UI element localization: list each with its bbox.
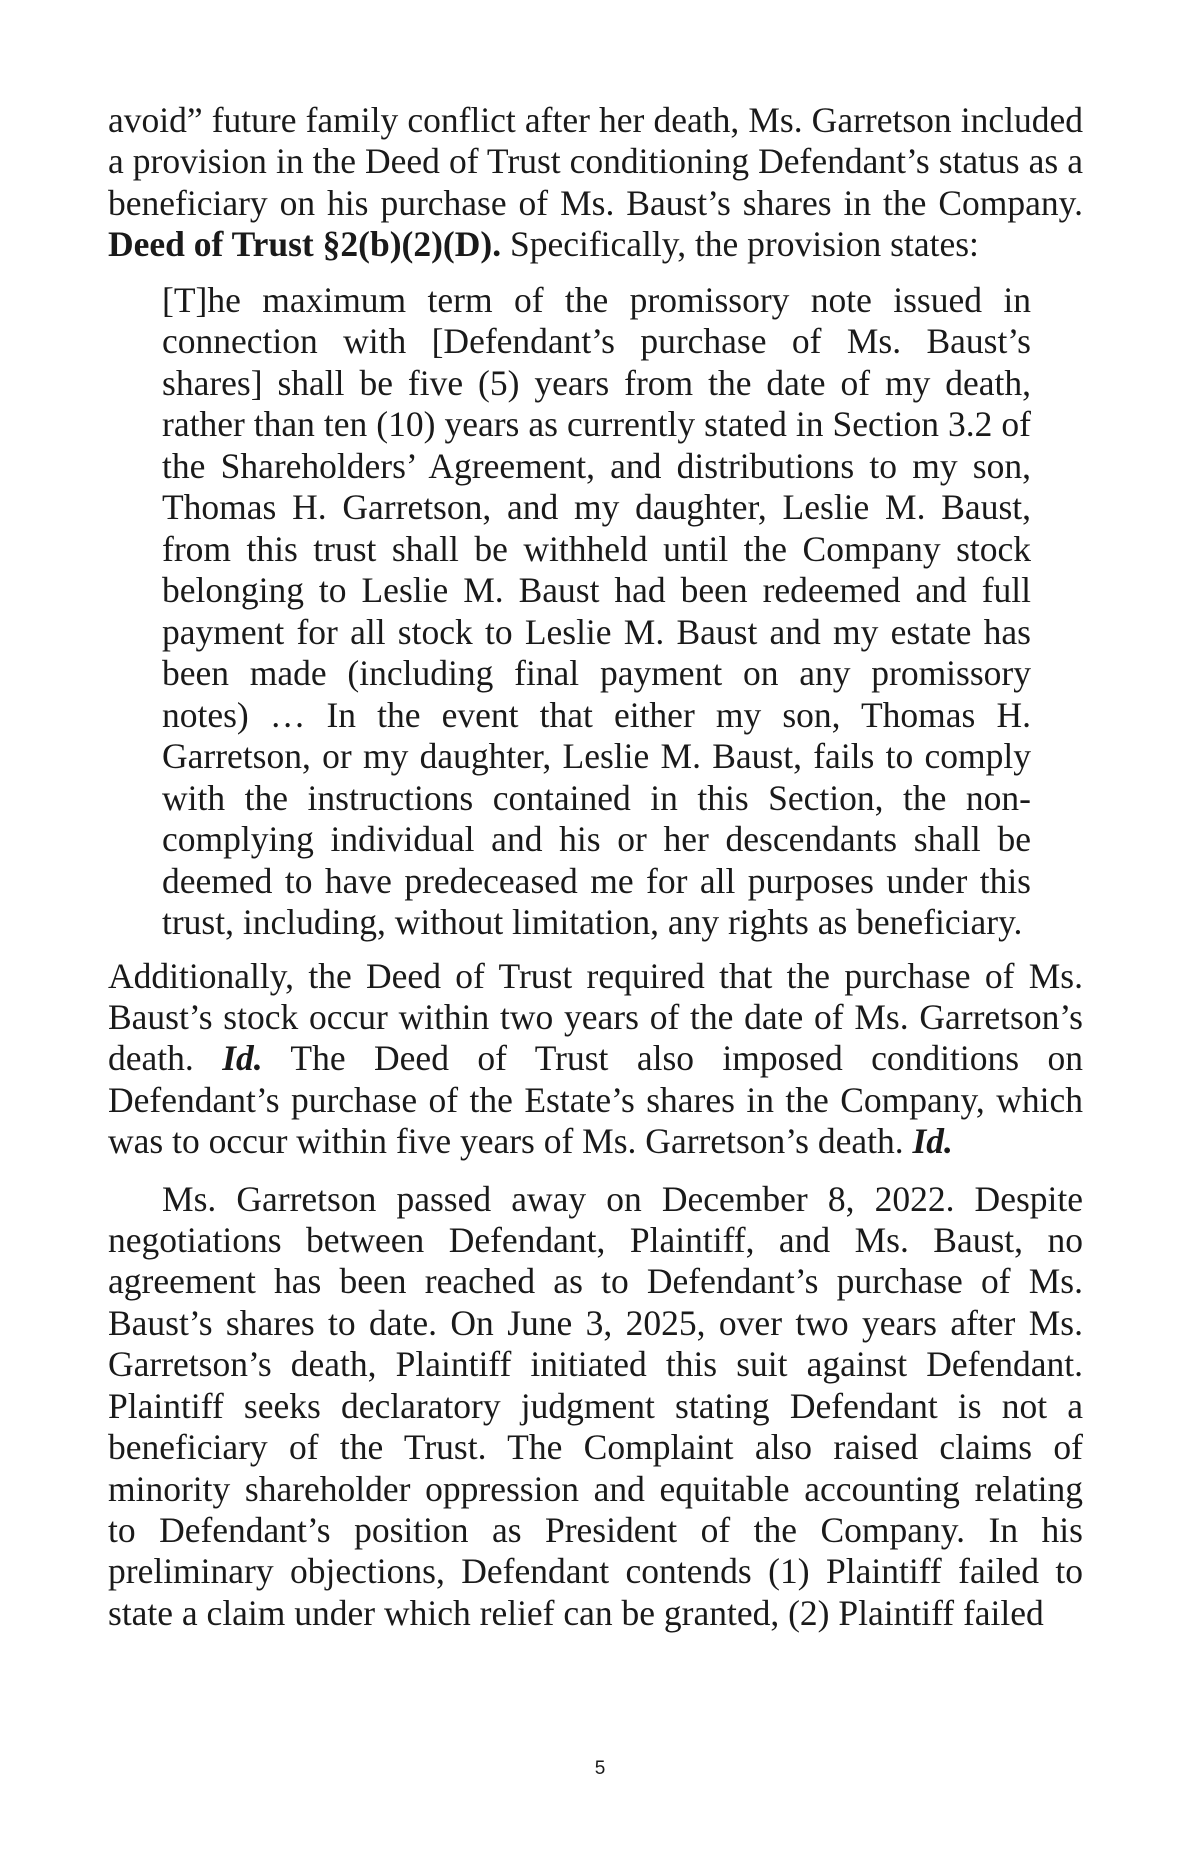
paragraph-text: Additionally, the Deed of Trust required that the purchase of Ms. Baust’s stock occur within two years of the date of Ms. Garretson’s death. [108,955,1083,1079]
deed-citation: Deed of Trust §2(b)(2)(D). [108,224,502,265]
paragraph-additionally [108,956,1083,1163]
document-page [108,100,1083,1634]
block-quote: [T]he maximum term of the promissory note issued in connection with [Defendant’s purchase of Ms. Baust’s shares] shall be five (5) years from the date of my death, rather than ten (10) years as currently stated in Section 3.2 of the Shareholders’ Agreement, and distributions to my son, Thomas H. Garretson, and my daughter, Leslie M. Baust, from this trust shall be withheld until the Company stock belonging to Leslie M. Baust had been redeemed and full payment for all stock to Leslie M. Baust and my estate has been made (including final payment on any promissory notes) … In the event that either my son, Thomas H. Garretson, or my daughter, Leslie M. Baust, fails to comply with the instructions contained in this Section, the non-complying individual and his or her descendants shall be deemed to have predeceased me for all purposes under this trust, including, without limitation, any rights as beneficiary. [162,279,1031,943]
paragraph-text: The Deed of Trust also imposed conditions on Defendant’s purchase of the Estate’s shares in the Company, which was to occur within five years of Ms. Garretson’s death. [108,1038,1083,1162]
paragraph-text: avoid” future family conflict after her death, Ms. Garretson included a provision in the Deed of Trust conditioning Defendant’s status as a beneficiary on his purchase of Ms. Baust’s shares in the Company. [108,100,1083,223]
paragraph-garretson-death: Ms. Garretson passed away on December 8, 2022. Despite negotiations between Defendant, Plaintiff, and Ms. Baust, no agreement has been reached as to Defendant’s purchase of Ms. Baust’s shares to date. On June 3, 2025, over two years after Ms. Garretson’s death, Plaintiff initiated this suit against Defendant. Plaintiff seeks declaratory judgment stating Defendant is not a beneficiary of the Trust. The Complaint also raised claims of minority shareholder oppression and equitable accounting relating to Defendant’s position as President of the Company. In his preliminary objections, Defendant contends (1) Plaintiff failed to state a claim under which relief can be granted, (2) Plaintiff failed [108,1178,1083,1633]
paragraph-text: Specifically, the provision states: [501,224,979,265]
page-number: 5 [594,1758,606,1779]
paragraph-continuation [108,100,1083,266]
id-citation: Id. [912,1121,953,1162]
id-citation: Id. [222,1038,263,1079]
